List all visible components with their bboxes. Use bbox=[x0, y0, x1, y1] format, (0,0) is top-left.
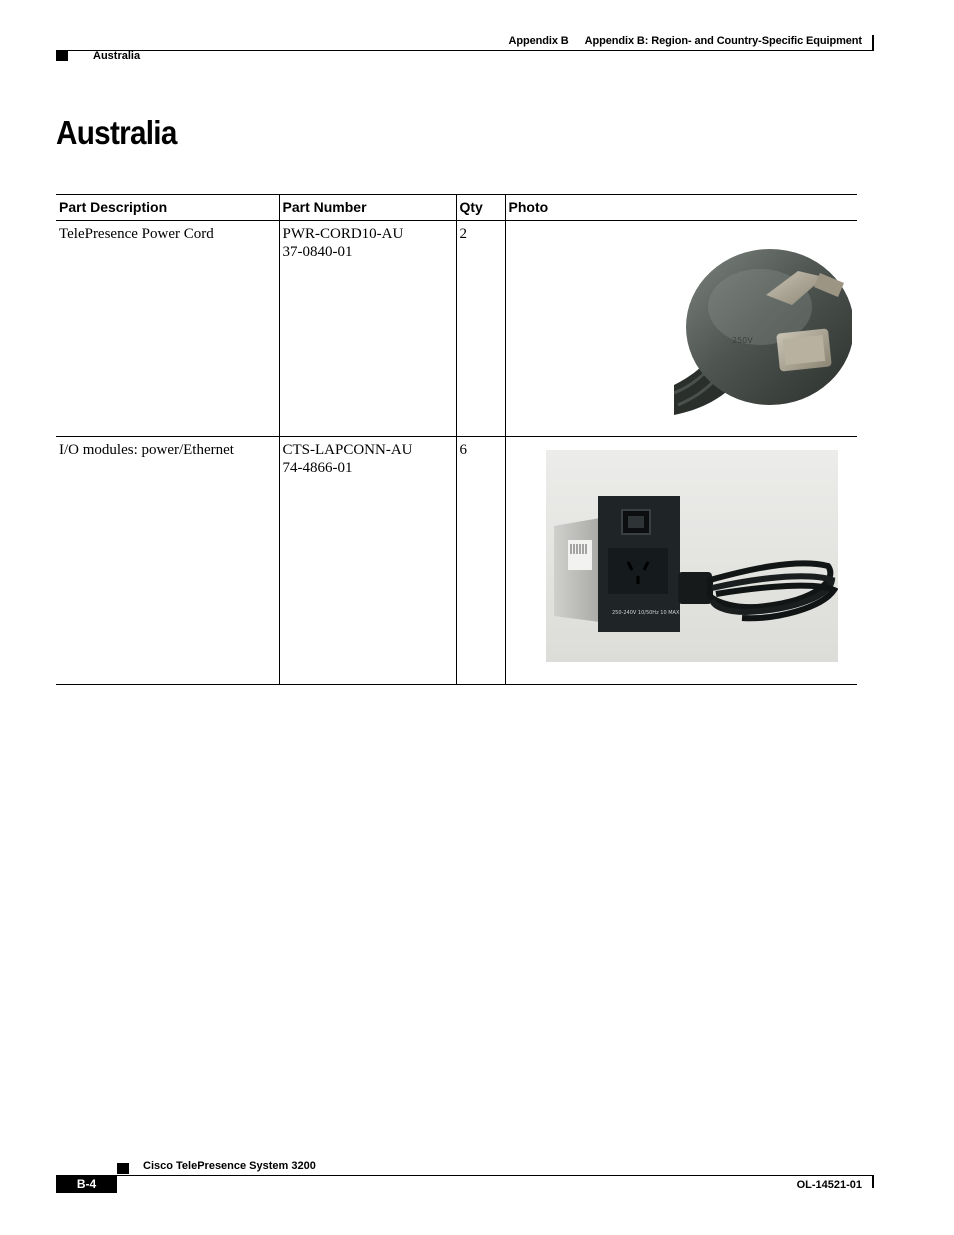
part-number-cell bbox=[279, 437, 456, 685]
part-number-alt: 37-0840-01 bbox=[282, 244, 353, 260]
footer-doc-number: OL-14521-01 bbox=[796, 1179, 862, 1191]
parts-table bbox=[56, 194, 857, 685]
column-header-part-number: Part Number bbox=[279, 195, 456, 221]
footer-rule bbox=[56, 1175, 874, 1176]
table-row bbox=[56, 221, 857, 437]
column-header-photo: Photo bbox=[505, 195, 857, 221]
part-number-alt: 74-4866-01 bbox=[282, 460, 353, 476]
column-header-description: Part Description bbox=[56, 195, 279, 221]
header-section: Australia bbox=[93, 50, 141, 62]
svg-text:250V: 250V bbox=[731, 336, 753, 345]
appendix-label: Appendix B bbox=[508, 35, 569, 47]
io-module-with-cable-photo bbox=[546, 450, 838, 662]
page-number: B-4 bbox=[56, 1176, 117, 1193]
part-number: PWR-CORD10-AU bbox=[282, 226, 404, 242]
header-marker bbox=[56, 51, 68, 61]
australian-power-plug-photo bbox=[674, 235, 852, 415]
header-rule bbox=[56, 50, 874, 51]
header-tick bbox=[872, 35, 874, 50]
photo-cell bbox=[505, 221, 857, 437]
footer-tick bbox=[872, 1176, 874, 1188]
running-header bbox=[509, 35, 862, 47]
part-number: CTS-LAPCONN-AU bbox=[282, 442, 413, 458]
part-qty: 6 bbox=[456, 437, 505, 685]
part-description: TelePresence Power Cord bbox=[56, 221, 279, 437]
appendix-title: Appendix B: Region- and Country-Specific Equipment bbox=[584, 35, 862, 47]
footer-marker bbox=[117, 1163, 129, 1174]
column-header-qty: Qty bbox=[456, 195, 505, 221]
part-qty: 2 bbox=[456, 221, 505, 437]
page-title: Australia bbox=[56, 114, 177, 151]
photo-cell bbox=[505, 437, 857, 685]
part-description: I/O modules: power/Ethernet bbox=[56, 437, 279, 685]
part-number-cell bbox=[279, 221, 456, 437]
footer-doc-title: Cisco TelePresence System 3200 bbox=[143, 1160, 316, 1172]
svg-text:250-240V 10/50Hz 10 MAX: 250-240V 10/50Hz 10 MAX bbox=[611, 610, 679, 616]
table-row bbox=[56, 437, 857, 685]
table-header-row bbox=[56, 195, 857, 221]
